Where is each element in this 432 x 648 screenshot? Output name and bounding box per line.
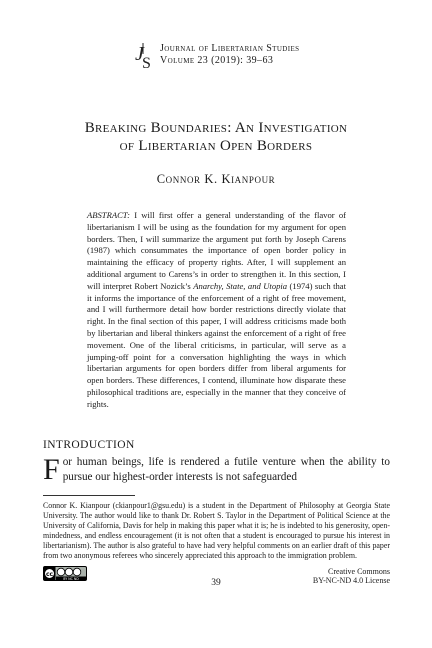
introduction-heading: INTRODUCTION xyxy=(43,439,135,451)
license-name: Creative Commons xyxy=(328,567,390,576)
journal-logo-icon xyxy=(134,40,156,70)
author-footnote: Connor K. Kianpour (ckianpour1@gsu.edu) is a student in the Department of Philosophy at Georgia State University. The author would like to thank Dr. Robert S. Taylor in the Department of Political Science at the University of California, Davis for help in making this paper what it is; he is indebted to his generosity, open-mindedness, and endless encouragement (it is not often that a student is encouraged to pursue his interest in libertarianism). The author is also grateful to have had very helpful comments on an earlier draft of this paper from two anonymous referees who sincerely appreciated this approach to the immigration problem. xyxy=(43,501,390,560)
journal-volume: Volume 23 (2019): 39–63 xyxy=(160,55,274,66)
svg-text:J: J xyxy=(135,43,144,65)
abstract-label: ABSTRACT: xyxy=(87,210,130,220)
svg-text:cc: cc xyxy=(45,571,54,578)
license-version: BY-NC-ND 4.0 License xyxy=(312,576,390,585)
article-author: Connor K. Kianpour xyxy=(156,172,276,186)
journal-name: Journal of Libertarian Studies xyxy=(160,43,300,54)
abstract-text-part-2: (1974) such that it informs the importance of the enforcement of a right of free movement, and I will furthermore detail how border restrictions directly violate that right. In the final section of this paper, I will address criticisms made both by libertarian and liberal thinkers against the enforcement of a right of free movement. One of the liberal criticisms, in particular, will serve as a jumping-off point for a conversation highlighting the ways in which libertarian arguments for open borders differ from liberal arguments for open borders. These differences, I contend, illuminate how disparate these philosophical traditions are, especially in the manner that they conceive of rights. xyxy=(87,280,346,409)
introduction-body xyxy=(43,455,390,485)
cc-badge-text: BY NC ND xyxy=(63,576,79,581)
svg-text:S: S xyxy=(142,55,151,70)
abstract-book-title: Anarchy, State, and Utopia xyxy=(193,280,288,291)
article-title-line-2: of Libertarian Open Borders xyxy=(119,138,313,154)
abstract xyxy=(87,210,346,411)
footnote-rule xyxy=(43,495,135,496)
drop-cap: F xyxy=(43,453,60,486)
abstract-text-part-1: I will first offer a general understanding of the flavor of libertarianism I will be using as the foundation for my argument for open borders. Then, I will summarize the argument put forth by Joseph Carens (1987) which consummates the importance of open border policy in maintaining the efficacy of property rights. After, I will supplement an additional argument to Carens’s in order to strengthen it. In this section, I will interpret Robert Nozick’s xyxy=(87,210,346,291)
introduction-text: or human beings, life is rendered a futile venture when the ability to pursue our highest-order interests is not safeguarded xyxy=(62,456,390,483)
article-title-line-1: Breaking Boundaries: An Investigation xyxy=(84,120,348,136)
page-number: 39 xyxy=(211,578,221,588)
